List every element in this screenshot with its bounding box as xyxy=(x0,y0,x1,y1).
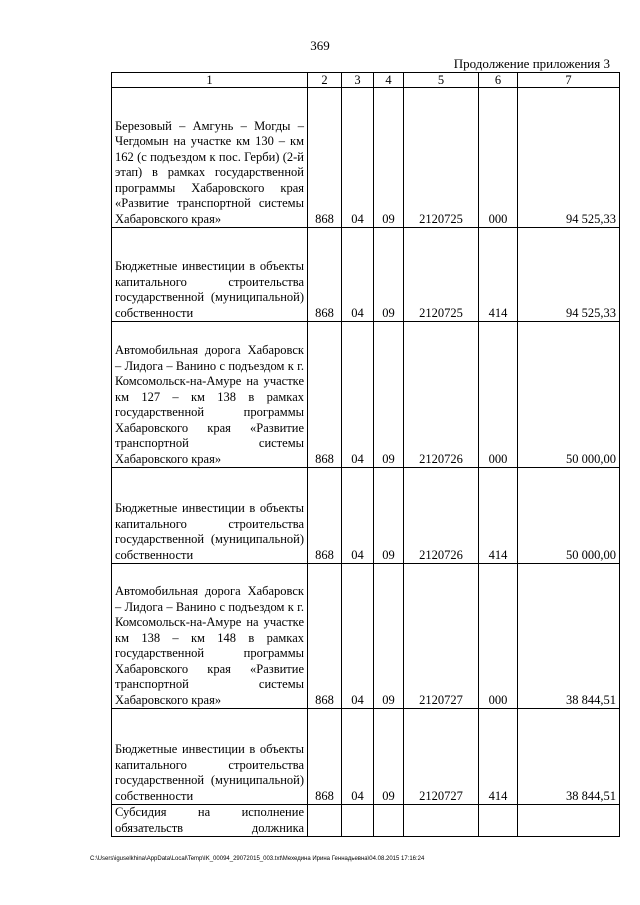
cell-subsection xyxy=(374,805,404,837)
cell-ministry: 868 xyxy=(308,709,342,805)
row-description: Автомобильная дорога Хабаровск – Лидога – Ванино с подъездом к г. Комсомольск-на-Амуре на участке км 138 – км 148 в рамках государственной программы Хабаровского края «Развитие транспортной системы Хабаровского края» xyxy=(112,564,308,709)
row-description: Бюджетные инвестиции в объекты капитального строительства государственной (муниципальной) собственности xyxy=(112,709,308,805)
table-row xyxy=(112,709,620,805)
cell-ministry xyxy=(308,805,342,837)
cell-section: 04 xyxy=(342,709,374,805)
header-col-1: 1 xyxy=(112,73,308,88)
cell-subsection: 09 xyxy=(374,468,404,564)
header-col-3: 3 xyxy=(342,73,374,88)
cell-subsection: 09 xyxy=(374,228,404,322)
cell-target-article: 2120727 xyxy=(404,564,479,709)
header-row xyxy=(112,73,620,88)
cell-expense-type: 000 xyxy=(479,564,518,709)
cell-amount: 50 000,00 xyxy=(518,322,620,468)
table-row xyxy=(112,468,620,564)
cell-expense-type: 414 xyxy=(479,709,518,805)
table-row xyxy=(112,564,620,709)
cell-section: 04 xyxy=(342,228,374,322)
cell-ministry: 868 xyxy=(308,468,342,564)
cell-amount: 38 844,51 xyxy=(518,564,620,709)
header-col-4: 4 xyxy=(374,73,404,88)
cell-amount: 94 525,33 xyxy=(518,228,620,322)
cell-section xyxy=(342,805,374,837)
footer-file-path: C:\Users\iguselkhina\AppData\Local\Temp\IK_00094_29072015_003.txt\Мехедина Ирина Геннадьевна\04.08.2015 17:16:24 xyxy=(90,856,425,862)
cell-amount: 94 525,33 xyxy=(518,88,620,228)
row-description: Березовый – Амгунь – Могды – Чегдомын на участке км 130 – км 162 (с подъездом к пос. Герби) (2-й этап) в рамках государственной программы Хабаровского края «Развитие транспортной системы Хабаровского края» xyxy=(112,88,308,228)
cell-target-article: 2120725 xyxy=(404,88,479,228)
header-col-2: 2 xyxy=(308,73,342,88)
cell-subsection: 09 xyxy=(374,564,404,709)
cell-expense-type: 000 xyxy=(479,88,518,228)
continuation-label: Продолжение приложения 3 xyxy=(453,56,610,71)
cell-ministry: 868 xyxy=(308,228,342,322)
cell-section: 04 xyxy=(342,564,374,709)
cell-expense-type xyxy=(479,805,518,837)
table-row xyxy=(112,322,620,468)
cell-expense-type: 000 xyxy=(479,322,518,468)
page-number: 369 xyxy=(310,38,330,53)
header-col-7: 7 xyxy=(518,73,620,88)
cell-expense-type: 414 xyxy=(479,468,518,564)
header-col-5: 5 xyxy=(404,73,479,88)
table-row xyxy=(112,805,620,837)
cell-expense-type: 414 xyxy=(479,228,518,322)
cell-section: 04 xyxy=(342,322,374,468)
cell-amount: 38 844,51 xyxy=(518,709,620,805)
row-description: Бюджетные инвестиции в объекты капитального строительства государственной (муниципальной) собственности xyxy=(112,228,308,322)
cell-subsection: 09 xyxy=(374,322,404,468)
cell-ministry: 868 xyxy=(308,88,342,228)
row-description: Субсидия на исполнение обязательств должника xyxy=(112,805,308,837)
cell-amount xyxy=(518,805,620,837)
cell-subsection: 09 xyxy=(374,88,404,228)
cell-amount: 50 000,00 xyxy=(518,468,620,564)
cell-target-article: 2120725 xyxy=(404,228,479,322)
row-description: Бюджетные инвестиции в объекты капитального строительства государственной (муниципальной) собственности xyxy=(112,468,308,564)
cell-section: 04 xyxy=(342,468,374,564)
table-row xyxy=(112,228,620,322)
header-col-6: 6 xyxy=(479,73,518,88)
budget-table xyxy=(111,72,620,837)
cell-target-article: 2120726 xyxy=(404,322,479,468)
cell-target-article xyxy=(404,805,479,837)
cell-ministry: 868 xyxy=(308,564,342,709)
cell-target-article: 2120726 xyxy=(404,468,479,564)
row-description: Автомобильная дорога Хабаровск – Лидога – Ванино с подъездом к г. Комсомольск-на-Амуре на участке км 127 – км 138 в рамках государственной программы Хабаровского края «Развитие транспортной системы Хабаровского края» xyxy=(112,322,308,468)
cell-target-article: 2120727 xyxy=(404,709,479,805)
cell-ministry: 868 xyxy=(308,322,342,468)
cell-section: 04 xyxy=(342,88,374,228)
table-row xyxy=(112,88,620,228)
cell-subsection: 09 xyxy=(374,709,404,805)
